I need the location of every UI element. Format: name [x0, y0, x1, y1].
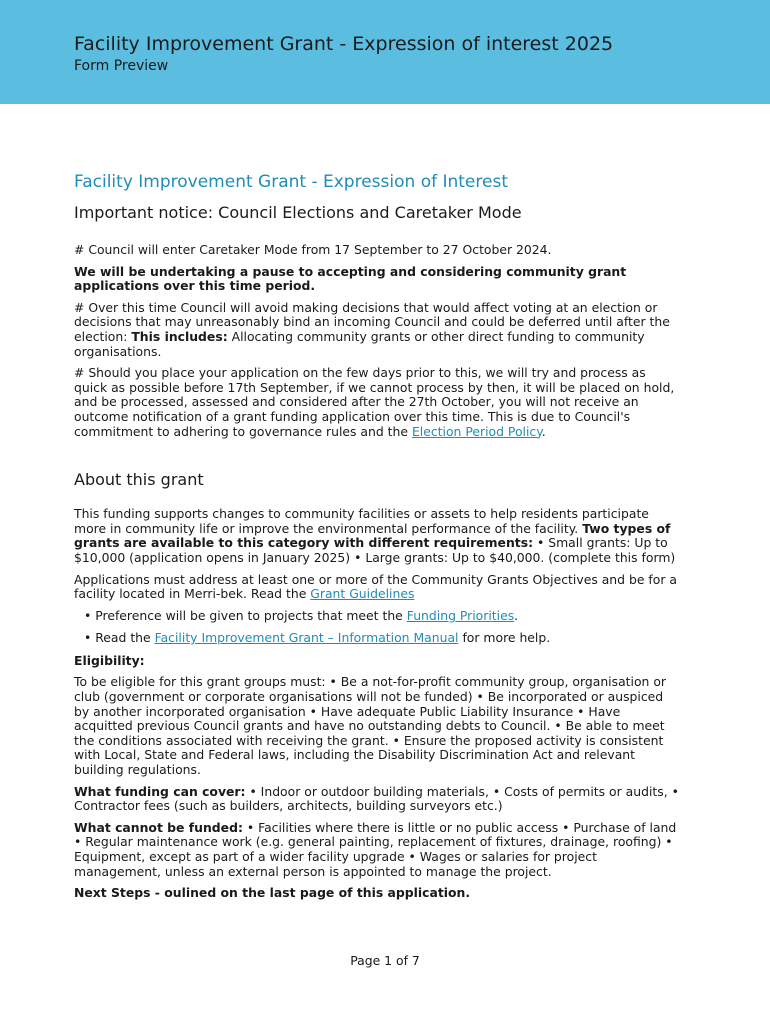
- about-text-a: This funding supports changes to community facilities or assets to help residents participate more in community life or improve the environmental performance of the facility.: [74, 506, 649, 536]
- caretaker-paragraph: # Council will enter Caretaker Mode from 17 September to 27 October 2024.: [74, 242, 552, 257]
- priorities-text: • Preference will be given to projects that meet the: [84, 607, 407, 623]
- processing-paragraph: [74, 366, 680, 439]
- not-funded-paragraph: [74, 821, 680, 879]
- manual-text: • Read the: [84, 630, 155, 646]
- not-funded-text: • Facilities where there is little or no public access • Purchase of land • Regular maintenance work (e.g. general painting, replacement of fixtures, drainage, roofing) • Equipment, except as part of a wider facility upgrade • Wages or salaries for project management, unless an external person is appointed to manage the project.: [74, 819, 677, 879]
- grant-guidelines-link[interactable]: Grant Guidelines: [310, 586, 415, 602]
- about-paragraph: [74, 507, 680, 565]
- pause-notice: [74, 265, 680, 294]
- next-steps-label: Next Steps - oulined on the last page of this application.: [74, 885, 471, 901]
- header-banner: [0, 0, 770, 104]
- priorities-item: [74, 609, 680, 624]
- page-number: Page 1 of 7: [350, 953, 420, 968]
- manual-item: [74, 631, 680, 646]
- pause-notice-bold: We will be undertaking a pause to accepting and considering community grant applications over this time period.: [74, 263, 627, 294]
- section-title: Facility Improvement Grant - Expression of Interest: [74, 172, 508, 192]
- form-title: Facility Improvement Grant - Expression of interest 2025: [74, 33, 614, 55]
- eligibility-paragraph: To be eligible for this grant groups must: • Be a not-for-profit community group, organisation or club (government or corporate organisations will not be funded) • Be incorporated or auspiced by another incorporated organisation • Have adequate Public Liability Insurance • Have acquitted previous Council grants and have no outstanding debts to Council. • Be able to meet the conditions associated with receiving the grant. • Ensure the proposed activity is consistent with Local, State and Federal laws, including the Disability Discrimination Act and relevant building regulations.: [74, 674, 667, 778]
- cover-paragraph: [74, 785, 680, 814]
- not-funded-label: What cannot be funded:: [74, 819, 243, 835]
- guidelines-text: Applications must address at least one or more of the Community Grants Objectives and be for a facility located in Merri-bek. Read the: [74, 571, 677, 602]
- notice-heading: Important notice: Council Elections and Caretaker Mode: [74, 203, 522, 222]
- decision-paragraph: [74, 301, 680, 359]
- next-steps-paragraph: [74, 886, 680, 901]
- includes-label: This includes:: [131, 328, 228, 344]
- grant-types-label: Two types of grants are available to this category with different requirements:: [74, 520, 671, 551]
- processing-end: .: [541, 423, 546, 439]
- form-content: [74, 171, 680, 908]
- cover-text: • Indoor or outdoor building materials, • Costs of permits or audits, • Contractor fees (such as builders, architects, building surveyors etc.): [74, 783, 679, 814]
- processing-text: # Should you place your application on the few days prior to this, we will try and process as quick as possible before 17th September, if we cannot process by then, it will be placed on hold, and be processed, assessed and considered after the 27th October, you will not receive an outcome notification of a grant funding application over this time. This is due to Council's commitment to adhering to governance rules and the: [74, 365, 675, 439]
- about-heading: About this grant: [74, 470, 204, 490]
- decision-text-a: # Over this time Council will avoid making decisions that would affect voting at an election or decisions that may unreasonably bind an incoming Council and could be deferred until after the election:: [74, 299, 670, 344]
- funding-priorities-link[interactable]: Funding Priorities: [406, 607, 515, 623]
- information-manual-link[interactable]: Facility Improvement Grant – Information Manual: [154, 630, 459, 646]
- decision-text-b: Allocating community grants or other direct funding to community organisations.: [74, 328, 645, 359]
- about-text-b: • Small grants: Up to $10,000 (application opens in January 2025) • Large grants: Up to $40,000. (complete this form): [74, 535, 676, 565]
- eligibility-heading: [74, 654, 680, 669]
- manual-end: for more help.: [458, 630, 551, 646]
- election-policy-link[interactable]: Election Period Policy: [411, 423, 542, 439]
- priorities-end: .: [514, 607, 519, 623]
- form-subtitle: Form Preview: [74, 58, 169, 74]
- cover-label: What funding can cover:: [74, 783, 246, 799]
- eligibility-label: Eligibility:: [74, 652, 145, 668]
- guidelines-paragraph: [74, 573, 680, 602]
